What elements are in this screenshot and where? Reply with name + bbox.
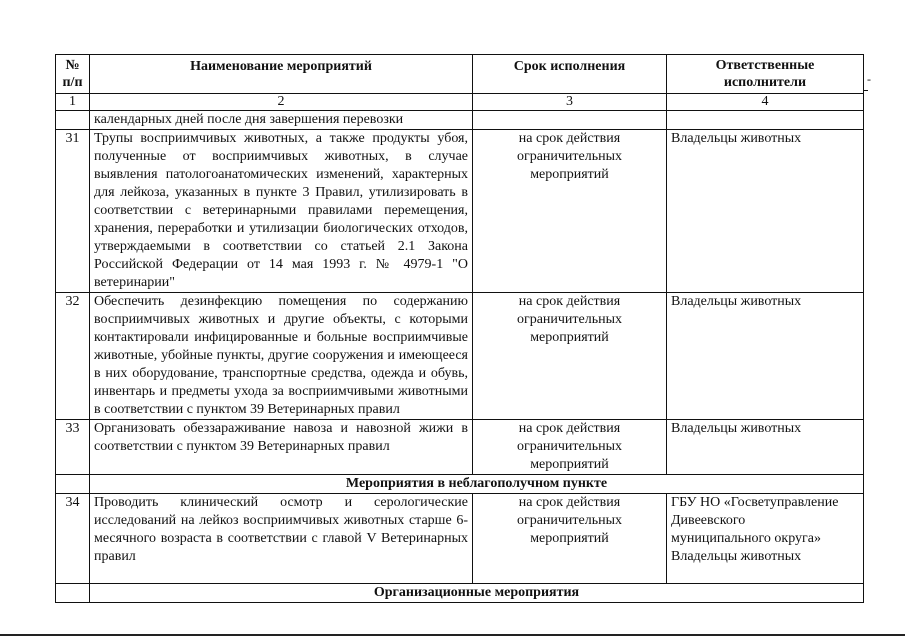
column-number-row [56,94,864,111]
empty-cell [667,111,864,130]
row-number: 31 [56,130,90,293]
section-row [56,475,864,494]
row-number: 33 [56,420,90,475]
measures-table [55,54,864,603]
empty-cell [56,111,90,130]
table-row [56,293,864,420]
measure-responsible: Владельцы животных [667,420,864,475]
measure-term: на срок действия ограничительных мероприятий [473,494,667,584]
col-number: 1 [56,94,90,111]
measure-term: на срок действия ограничительных мероприятий [473,293,667,420]
page-bottom-edge [0,634,905,636]
col-number: 2 [90,94,473,111]
table-row [56,130,864,293]
measure-name: Организовать обеззараживание навоза и навозной жижи в соответствии с пунктом 39 Ветеринарных правил [90,420,473,475]
measure-responsible: Владельцы животных [667,130,864,293]
empty-cell [473,111,667,130]
table-row [56,494,864,584]
row-number: 34 [56,494,90,584]
section-row [56,584,864,603]
measure-name: Трупы восприимчивых животных, а также продукты убоя, полученные от восприимчивых животных, в случае выявления патологоанатомических изменений, характерных для лейкоза, указанных в пункте 3 Правил, утилизировать в соответствии с ветеринарными правилами перемещения, хранения, переработки и утилизации биологических отходов, утверждаемыми в соответствии со статьей 2.1 Закона Российской Федерации от 14 мая 1993 г. № 4979-1 "О ветеринарии" [90,130,473,293]
margin-tick [864,90,868,91]
measure-term: на срок действия ограничительных мероприятий [473,130,667,293]
measure-responsible: Владельцы животных [667,293,864,420]
continuation-text: календарных дней после дня завершения перевозки [90,111,473,130]
table-row [56,420,864,475]
continuation-row [56,111,864,130]
measure-responsible: ГБУ НО «Госветуправление Дивеевского муниципального округа» Владельцы животных [667,494,864,584]
header-num: № п/п [56,55,90,94]
measure-name: Проводить клинический осмотр и серологические исследований на лейкоз восприимчивых животных старше 6-месячного возраста в соответствии с главой V Ветеринарных правил [90,494,473,584]
header-row [56,55,864,94]
measure-name: Обеспечить дезинфекцию помещения по содержанию восприимчивых животных и другие объекты, с которыми контактировали инфицированные и больные восприимчивые животные, убойные пункты, другие сооружения и имеющееся в них оборудование, транспортные средства, одежда и обувь, инвентарь и предметы ухода за восприимчивыми животными в соответствии с пунктом 39 Ветеринарных правил [90,293,473,420]
empty-cell [56,584,90,603]
header-name: Наименование мероприятий [90,55,473,94]
empty-cell [56,475,90,494]
header-term: Срок исполнения [473,55,667,94]
col-number: 3 [473,94,667,111]
measure-term: на срок действия ограничительных мероприятий [473,420,667,475]
margin-mark: - [867,72,871,86]
section-title: Мероприятия в неблагополучном пункте [90,475,864,494]
header-resp: Ответственные исполнители [667,55,864,94]
col-number: 4 [667,94,864,111]
row-number: 32 [56,293,90,420]
section-title: Организационные мероприятия [90,584,864,603]
